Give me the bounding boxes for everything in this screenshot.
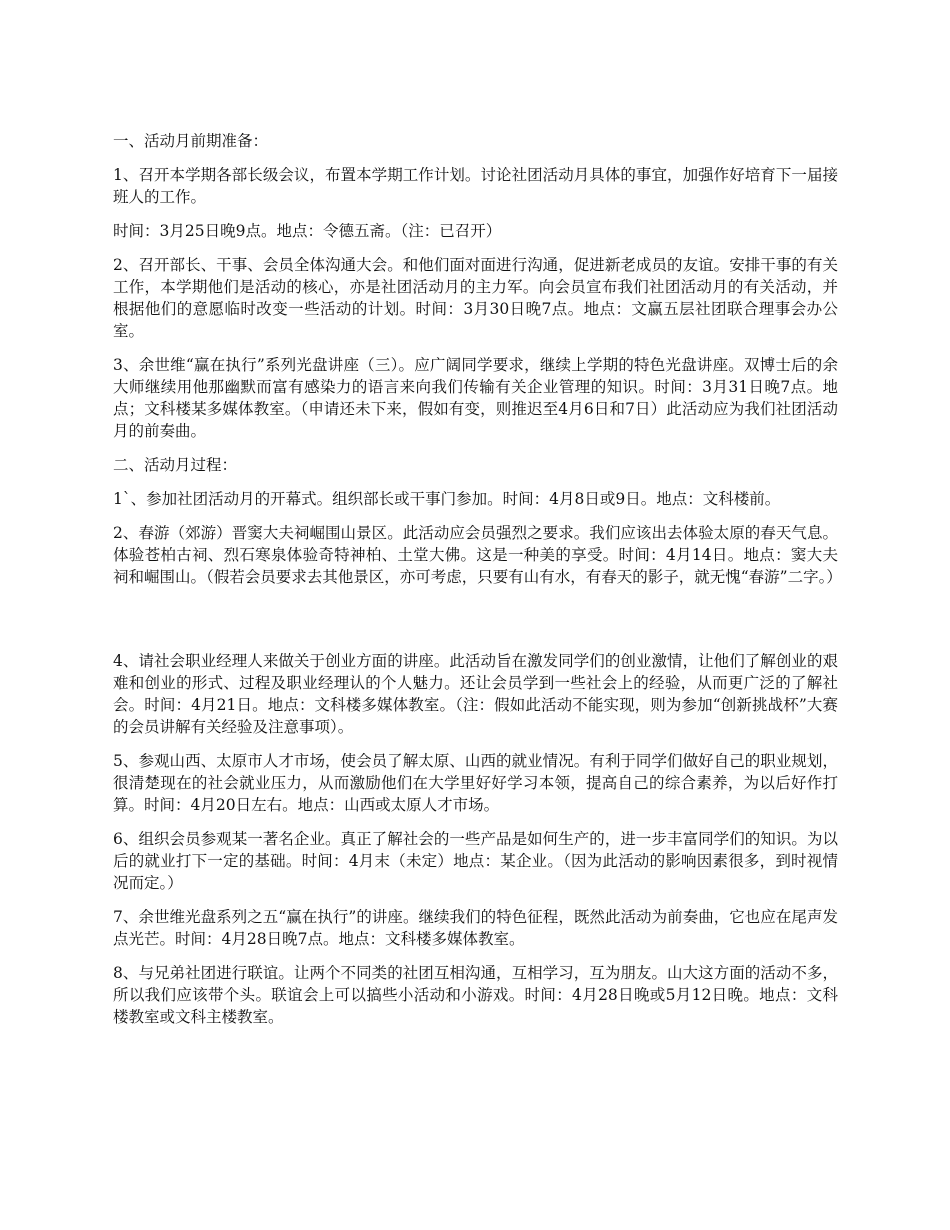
paragraph-process-7: 7、余世维光盘系列之五“赢在执行”的讲座。继续我们的特色征程，既然此活动为前奏曲，它也应在尾声发点光芒。时间：4月28日晚7点。地点：文科楼多媒体教室。	[113, 908, 838, 948]
section-heading-process: 二、活动月过程：	[113, 456, 238, 474]
paragraph-item-3: 3、余世维“赢在执行”系列光盘讲座（三）。应广阔同学要求，继续上学期的特色光盘讲座。双博士后的余大师继续用他那幽默而富有感染力的语言来向我们传输有关企业管理的知识。时间：3月31日晚7点。地点；文科楼某多媒体教室。（申请还未下来，假如有变，则推迟至4月6日和7日）此活动应为我们社团活动月的前奏曲。	[113, 356, 838, 440]
document-body	[113, 130, 842, 1040]
paragraph-process-8: 8、与兄弟社团进行联谊。让两个不同类的社团互相沟通，互相学习，互为朋友。山大这方面的活动不多，所以我们应该带个头。联谊会上可以搞些小活动和小游戏。时间：4月28日晚或5月12日晚。地点：文科楼教室或文科主楼教室。	[113, 964, 838, 1026]
paragraph-process-4: 4、请社会职业经理人来做关于创业方面的讲座。此活动旨在激发同学们的创业激情，让他们了解创业的艰难和创业的形式、过程及职业经理认的个人魅力。还让会员学到一些社会上的经验，从而更广泛的了解社会。时间：4月21日。地点：文科楼多媒体教室。（注：假如此活动不能实现，则为参加“创新挑战杯”大赛的会员讲解有关经验及注意事项）。	[113, 652, 838, 736]
paragraph-time-note: 时间：3月25日晚9点。地点：令德五斋。（注：已召开）	[113, 222, 502, 240]
paragraph-process-5: 5、参观山西、太原市人才市场，使会员了解太原、山西的就业情况。有利于同学们做好自己的职业规划，很清楚现在的社会就业压力，从而激励他们在大学里好好学习本领，提高自己的综合素养，为以后好作打算。时间：4月20日左右。地点：山西或太原人才市场。	[113, 752, 838, 814]
paragraph-item-2: 2、召开部长、干事、会员全体沟通大会。和他们面对面进行沟通，促进新老成员的友谊。安排干事的有关工作，本学期他们是活动的核心，亦是社团活动月的主力军。向会员宣布我们社团活动月的有关活动，并根据他们的意愿临时改变一些活动的计划。时间：3月30日晚7点。地点：文赢五层社团联合理事会办公室。	[113, 256, 838, 340]
paragraph-process-6: 6、组织会员参观某一著名企业。真正了解社会的一些产品是如何生产的，进一步丰富同学们的知识。为以后的就业打下一定的基础。时间：4月末（未定）地点：某企业。（因为此活动的影响因素很多，到时视情况而定。）	[113, 830, 838, 892]
paragraph-process-2: 2、春游（郊游）晋窦大夫祠崛围山景区。此活动应会员强烈之要求。我们应该出去体验太原的春天气息。体验苍柏古祠、烈石寒泉体验奇特神柏、土堂大佛。这是一种美的享受。时间：4月14日。地点：窦大夫祠和崛围山。（假若会员要求去其他景区，亦可考虑，只要有山有水，有春天的影子，就无愧“春游”二字。）	[113, 524, 842, 586]
section-heading-preparation: 一、活动月前期准备：	[113, 132, 269, 150]
paragraph-process-1: 1`、参加社团活动月的开幕式。组织部长或干事门参加。时间：4月8日或9日。地点：文科楼前。	[113, 490, 781, 508]
paragraph-item-1: 1、召开本学期各部长级会议，布置本学期工作计划。讨论社团活动月具体的事宜，加强作好培育下一届接班人的工作。	[113, 166, 838, 206]
